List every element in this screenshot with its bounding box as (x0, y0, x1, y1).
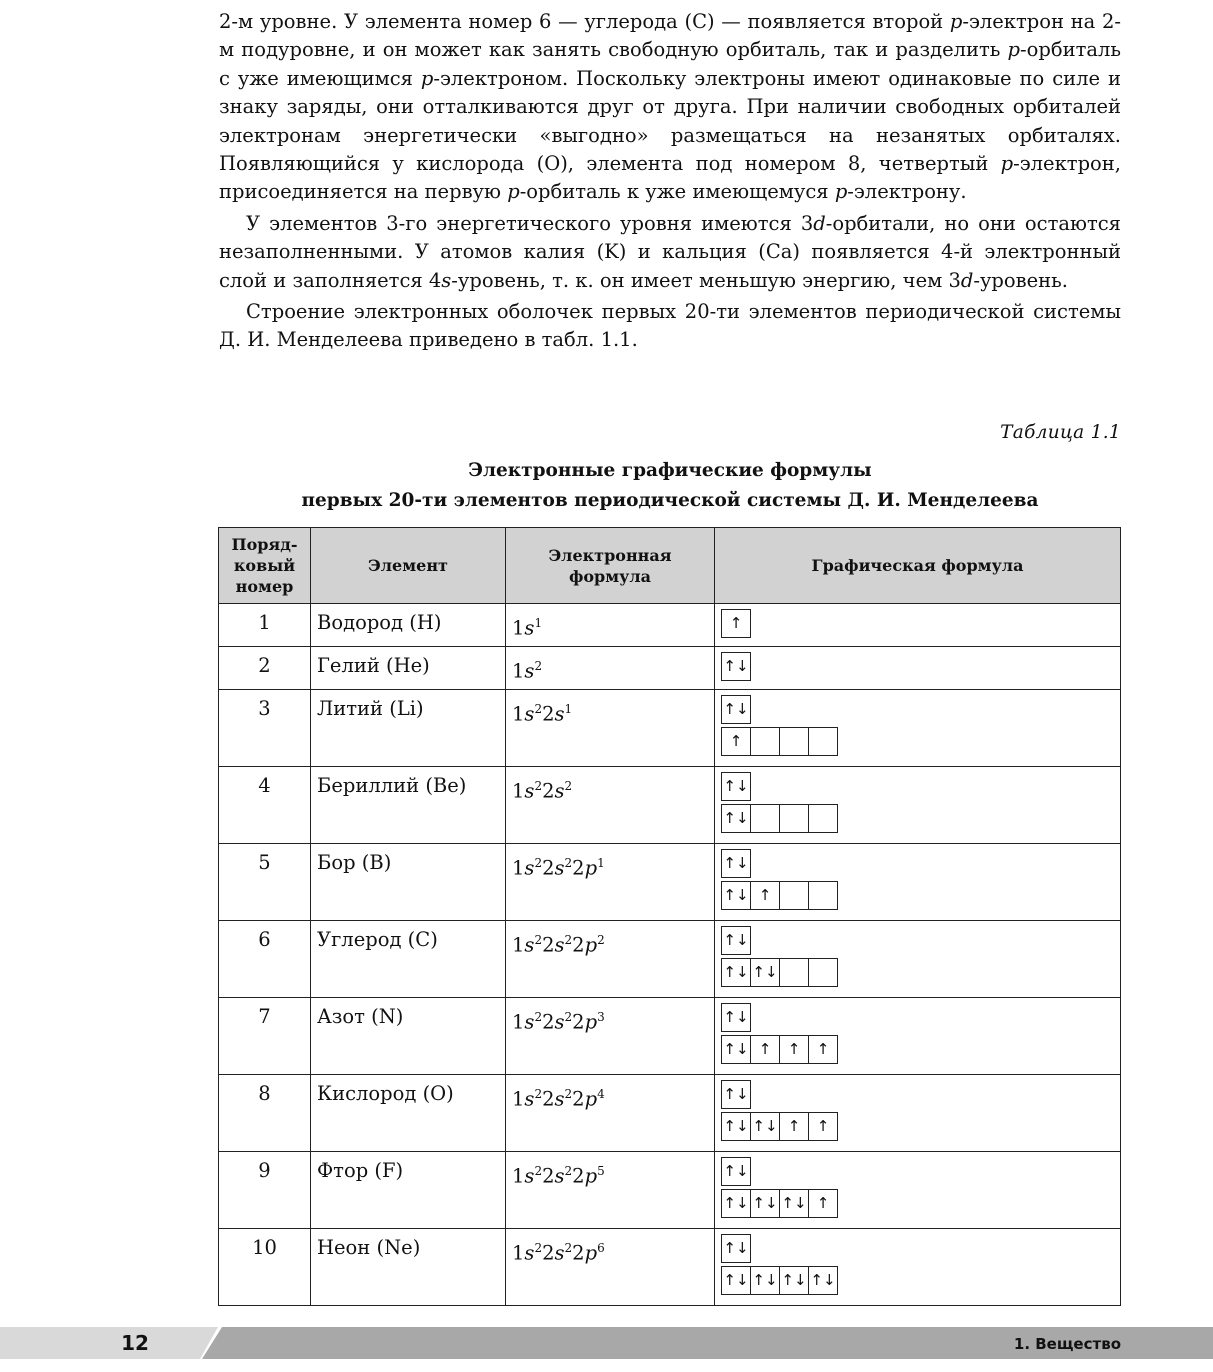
cell-graphic-formula (715, 767, 1121, 844)
cell-formula: $1s^22s^22p^5$ (506, 1152, 715, 1229)
orbital-row-level-1 (721, 1003, 1120, 1032)
orbital-cell: ↑↓ (721, 1189, 751, 1218)
header-number: Поряд- ковый номер (219, 528, 311, 604)
orbital-cell: ↑↓ (808, 1266, 838, 1295)
page-number: 12 (121, 1331, 149, 1355)
header-element: Элемент (311, 528, 506, 604)
orbital-cell: ↑ (779, 1035, 809, 1064)
electron-formula-table (218, 527, 1121, 1306)
orbital-cell: ↑↓ (721, 849, 751, 878)
table-title-line-2: первых 20-ти элементов периодической системы Д. И. Менделеева (301, 490, 1039, 511)
orbital-cell (750, 804, 780, 833)
table-row (219, 921, 1121, 998)
orbital-row-level-1 (721, 772, 1120, 801)
orbital-row-level-2 (721, 727, 1120, 756)
cell-graphic-formula (715, 921, 1121, 998)
cell-graphic-formula (715, 1229, 1121, 1306)
orbital-row-level-1 (721, 926, 1120, 955)
cell-element: Гелий (He) (311, 647, 506, 690)
orbital-cell: ↑↓ (721, 1266, 751, 1295)
orbital-cell: ↑↓ (721, 1080, 751, 1109)
cell-formula: $1s^22s^22p^4$ (506, 1075, 715, 1152)
orbital-row-level-2 (721, 804, 1120, 833)
cell-number: 1 (219, 604, 311, 647)
orbital-cell: ↑↓ (779, 1189, 809, 1218)
orbital-row-level-2 (721, 881, 1120, 910)
orbital-row-level-1 (721, 695, 1120, 724)
cell-graphic-formula (715, 604, 1121, 647)
cell-element: Неон (Ne) (311, 1229, 506, 1306)
orbital-cell: ↑↓ (721, 695, 751, 724)
orbital-cell: ↑↓ (721, 1234, 751, 1263)
table-row (219, 998, 1121, 1075)
cell-element: Углерод (C) (311, 921, 506, 998)
orbital-row-level-2 (721, 1035, 1120, 1064)
cell-formula: $1s^1$ (506, 604, 715, 647)
cell-element: Кислород (O) (311, 1075, 506, 1152)
cell-number: 8 (219, 1075, 311, 1152)
cell-graphic-formula (715, 1152, 1121, 1229)
orbital-cell: ↑↓ (779, 1266, 809, 1295)
orbital-row-level-2 (721, 958, 1120, 987)
orbital-cell: ↑ (750, 881, 780, 910)
paragraph-2: У элементов 3-го энергетического уровня имеются 3d-орбитали, но они остаются незаполненными. У атомов калия (K) и кальция (Ca) появляется 4-й электронный слой и заполняется 4s-уровень, т. к. он имеет меньшую энергию, чем 3d-уровень. (219, 211, 1121, 292)
orbital-row-level-1 (721, 609, 1120, 638)
cell-number: 2 (219, 647, 311, 690)
orbital-cell: ↑ (750, 1035, 780, 1064)
orbital-cell (779, 958, 809, 987)
table-title (219, 456, 1121, 516)
orbital-cell: ↑ (808, 1189, 838, 1218)
orbital-cell: ↑↓ (721, 881, 751, 910)
paragraph-3: Строение электронных оболочек первых 20-ти элементов периодической системы Д. И. Менделеева приведено в табл. 1.1. (219, 300, 1121, 352)
cell-element: Бериллий (Be) (311, 767, 506, 844)
orbital-cell (750, 727, 780, 756)
orbital-cell: ↑↓ (721, 1003, 751, 1032)
cell-formula: $1s^22s^2$ (506, 767, 715, 844)
table-body (219, 604, 1121, 1306)
table-row (219, 604, 1121, 647)
orbital-cell: ↑↓ (721, 958, 751, 987)
cell-element: Литий (Li) (311, 690, 506, 767)
cell-number: 7 (219, 998, 311, 1075)
orbital-row-level-2 (721, 1112, 1120, 1141)
orbital-cell (808, 881, 838, 910)
orbital-cell (779, 881, 809, 910)
cell-graphic-formula (715, 647, 1121, 690)
header-formula: Электронная формула (506, 528, 715, 604)
orbital-cell: ↑↓ (750, 1266, 780, 1295)
orbital-cell: ↑↓ (721, 926, 751, 955)
cell-graphic-formula (715, 690, 1121, 767)
cell-number: 4 (219, 767, 311, 844)
cell-number: 10 (219, 1229, 311, 1306)
table-row (219, 767, 1121, 844)
orbital-row-level-1 (721, 1234, 1120, 1263)
table-row (219, 1152, 1121, 1229)
table-row (219, 1229, 1121, 1306)
orbital-cell: ↑↓ (721, 652, 751, 681)
cell-element: Фтор (F) (311, 1152, 506, 1229)
cell-element: Азот (N) (311, 998, 506, 1075)
cell-graphic-formula (715, 998, 1121, 1075)
orbital-cell: ↑ (779, 1112, 809, 1141)
cell-graphic-formula (715, 1075, 1121, 1152)
orbital-cell: ↑↓ (721, 1035, 751, 1064)
cell-formula: $1s^22s^22p^6$ (506, 1229, 715, 1306)
footer-section-title: 1. Вещество (1013, 1335, 1121, 1353)
cell-graphic-formula (715, 844, 1121, 921)
orbital-cell: ↑ (808, 1035, 838, 1064)
cell-formula: $1s^22s^22p^1$ (506, 844, 715, 921)
cell-number: 9 (219, 1152, 311, 1229)
cell-element: Бор (B) (311, 844, 506, 921)
orbital-cell: ↑↓ (721, 1112, 751, 1141)
orbital-row-level-2 (721, 1189, 1120, 1218)
table-row (219, 1075, 1121, 1152)
orbital-row-level-1 (721, 1080, 1120, 1109)
cell-formula: $1s^2$ (506, 647, 715, 690)
orbital-cell: ↑↓ (750, 1189, 780, 1218)
header-graphic: Графическая формула (715, 528, 1121, 604)
orbital-cell (808, 958, 838, 987)
cell-formula: $1s^22s^22p^3$ (506, 998, 715, 1075)
table-row (219, 690, 1121, 767)
orbital-cell (779, 804, 809, 833)
orbital-cell: ↑↓ (750, 958, 780, 987)
orbital-cell: ↑ (721, 609, 751, 638)
cell-formula: $1s^22s^1$ (506, 690, 715, 767)
cell-formula: $1s^22s^22p^2$ (506, 921, 715, 998)
orbital-cell (779, 727, 809, 756)
cell-element: Водород (H) (311, 604, 506, 647)
body-text (219, 8, 1121, 355)
orbital-row-level-2 (721, 1266, 1120, 1295)
orbital-cell (808, 727, 838, 756)
table-caption: Таблица 1.1 (1000, 422, 1121, 443)
table-row (219, 844, 1121, 921)
orbital-cell (808, 804, 838, 833)
orbital-cell: ↑↓ (721, 1157, 751, 1186)
orbital-row-level-1 (721, 652, 1120, 681)
orbital-row-level-1 (721, 1157, 1120, 1186)
table-title-line-1: Электронные графические формулы (468, 460, 872, 481)
orbital-cell: ↑ (721, 727, 751, 756)
cell-number: 6 (219, 921, 311, 998)
orbital-cell: ↑ (808, 1112, 838, 1141)
orbital-row-level-1 (721, 849, 1120, 878)
orbital-cell: ↑↓ (750, 1112, 780, 1141)
orbital-cell: ↑↓ (721, 772, 751, 801)
footer-page-tab (0, 1327, 200, 1359)
cell-number: 3 (219, 690, 311, 767)
table-row (219, 647, 1121, 690)
cell-number: 5 (219, 844, 311, 921)
table-header-row (219, 528, 1121, 604)
orbital-cell: ↑↓ (721, 804, 751, 833)
paragraph-1: 2-м уровне. У элемента номер 6 — углерода (C) — появляется второй p-электрон на 2-м подуровне, и он может как занять свободную орбиталь, так и разделить p-орбиталь с уже имеющимся p-электроном. Поскольку электроны имеют одинаковые по силе и знаку заряды, они отталкиваются друг от друга. При наличии свободных орбиталей электронам энергетически «выгодно» размещаться на незанятых орбиталях. Появляющийся у кислорода (O), элемента под номером 8, четвертый p-электрон, присоединяется на первую p-орбиталь к уже имеющемуся p-электрону. (219, 10, 1121, 204)
